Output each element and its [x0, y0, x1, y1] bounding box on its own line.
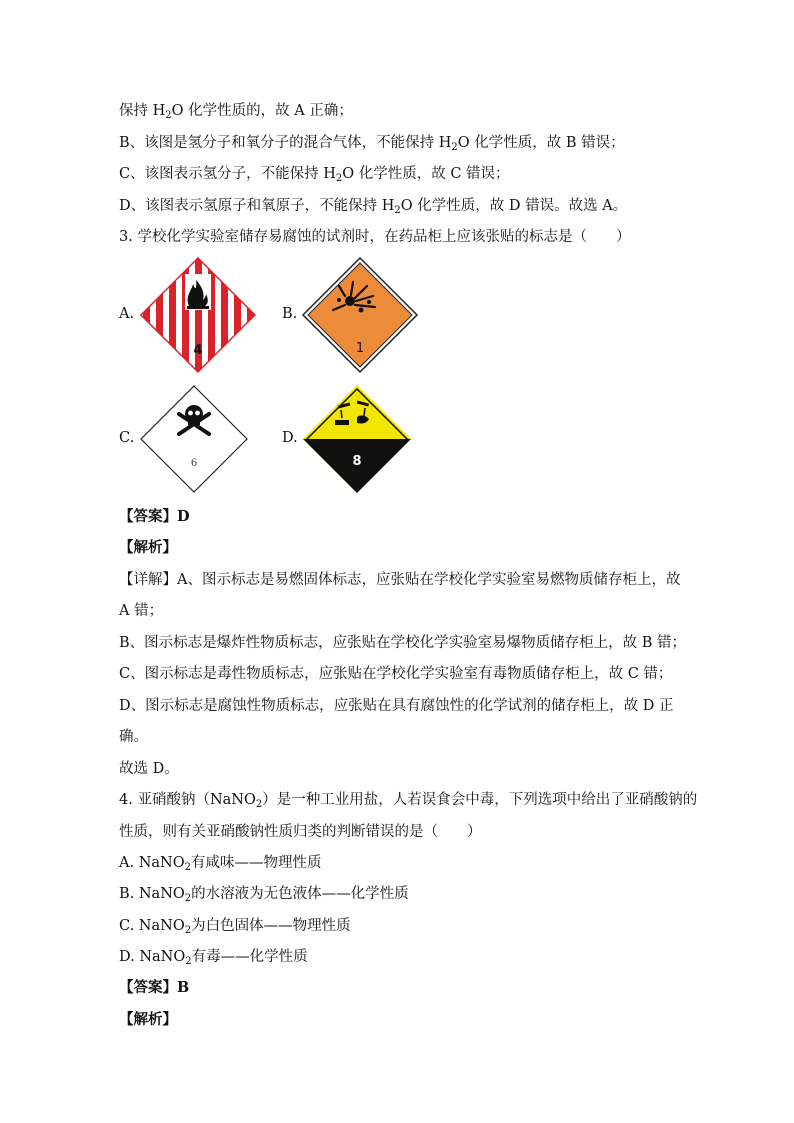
corrosive-sign-icon	[301, 383, 413, 495]
detail-line: 【详解】A、图示标志是易燃固体标志，应张贴在学校化学实验室易燃物质储存柜上，故	[119, 572, 681, 588]
option-b-label: B.	[282, 306, 298, 322]
detail-line: A 错；	[119, 603, 164, 619]
text-line: B、该图是氢分子和氧分子的混合气体，不能保持 $H_2O$ 化学性质，故 B 错误；	[119, 135, 625, 153]
option-d: D. NaNO$_2$有毒——化学性质	[119, 949, 308, 967]
question-4: 4. 亚硝酸钠（NaNO$_2$）是一种工业用盐，人若误食会中毒，下列选项中给出了亚硝酸钠的	[119, 792, 698, 810]
text-line: 保持 $H_2O$ 化学性质的，故 A 正确；	[119, 103, 353, 121]
flammable-solid-sign-icon	[139, 256, 257, 374]
sign-number: 8	[352, 454, 362, 469]
option-a-label: A.	[119, 306, 135, 322]
text-line: D、该图表示氢原子和氧原子，不能保持 $H_2O$ 化学性质，故 D 错误。故选 A。	[119, 198, 628, 216]
option-c-label: C.	[119, 430, 135, 446]
detail-line: C、图示标志是毒性物质标志，应张贴在学校化学实验室有毒物质储存柜上，故 C 错；	[119, 666, 673, 682]
detail-line: 确。	[119, 729, 148, 745]
option-b: B. NaNO$_2$的水溶液为无色液体——化学性质	[119, 886, 409, 904]
analysis-4: 【解析】	[119, 1011, 177, 1028]
option-d-label: D.	[282, 430, 298, 446]
sign-number: 6	[190, 458, 198, 469]
toxic-sign-icon	[139, 384, 249, 494]
answer-3: 【答案】D	[119, 508, 190, 525]
detail-line: D、图示标志是腐蚀性物质标志，应张贴在具有腐蚀性的化学试剂的储存柜上，故 D 正	[119, 698, 674, 714]
detail-line: B、图示标志是爆炸性物质标志，应张贴在学校化学实验室易爆物质储存柜上，故 B 错；	[119, 635, 687, 651]
sign-number: 1	[355, 341, 365, 356]
analysis-3: 【解析】	[119, 539, 177, 556]
sign-number: 4	[193, 343, 203, 358]
option-c: C. NaNO$_2$为白色固体——物理性质	[119, 918, 351, 936]
text-line: C、该图表示氢分子，不能保持 $H_2O$ 化学性质，故 C 错误；	[119, 166, 510, 184]
explosive-sign-icon	[301, 256, 419, 374]
option-a: A. NaNO$_2$有咸味——物理性质	[119, 855, 322, 873]
detail-line: 故选 D。	[119, 761, 179, 777]
question-4-cont: 性质，则有关亚硝酸钠性质归类的判断错误的是（ ）	[119, 824, 482, 840]
question-3: 3. 学校化学实验室储存易腐蚀的试剂时，在药品柜上应该张贴的标志是（ ）	[119, 229, 631, 245]
answer-4: 【答案】B	[119, 979, 190, 996]
